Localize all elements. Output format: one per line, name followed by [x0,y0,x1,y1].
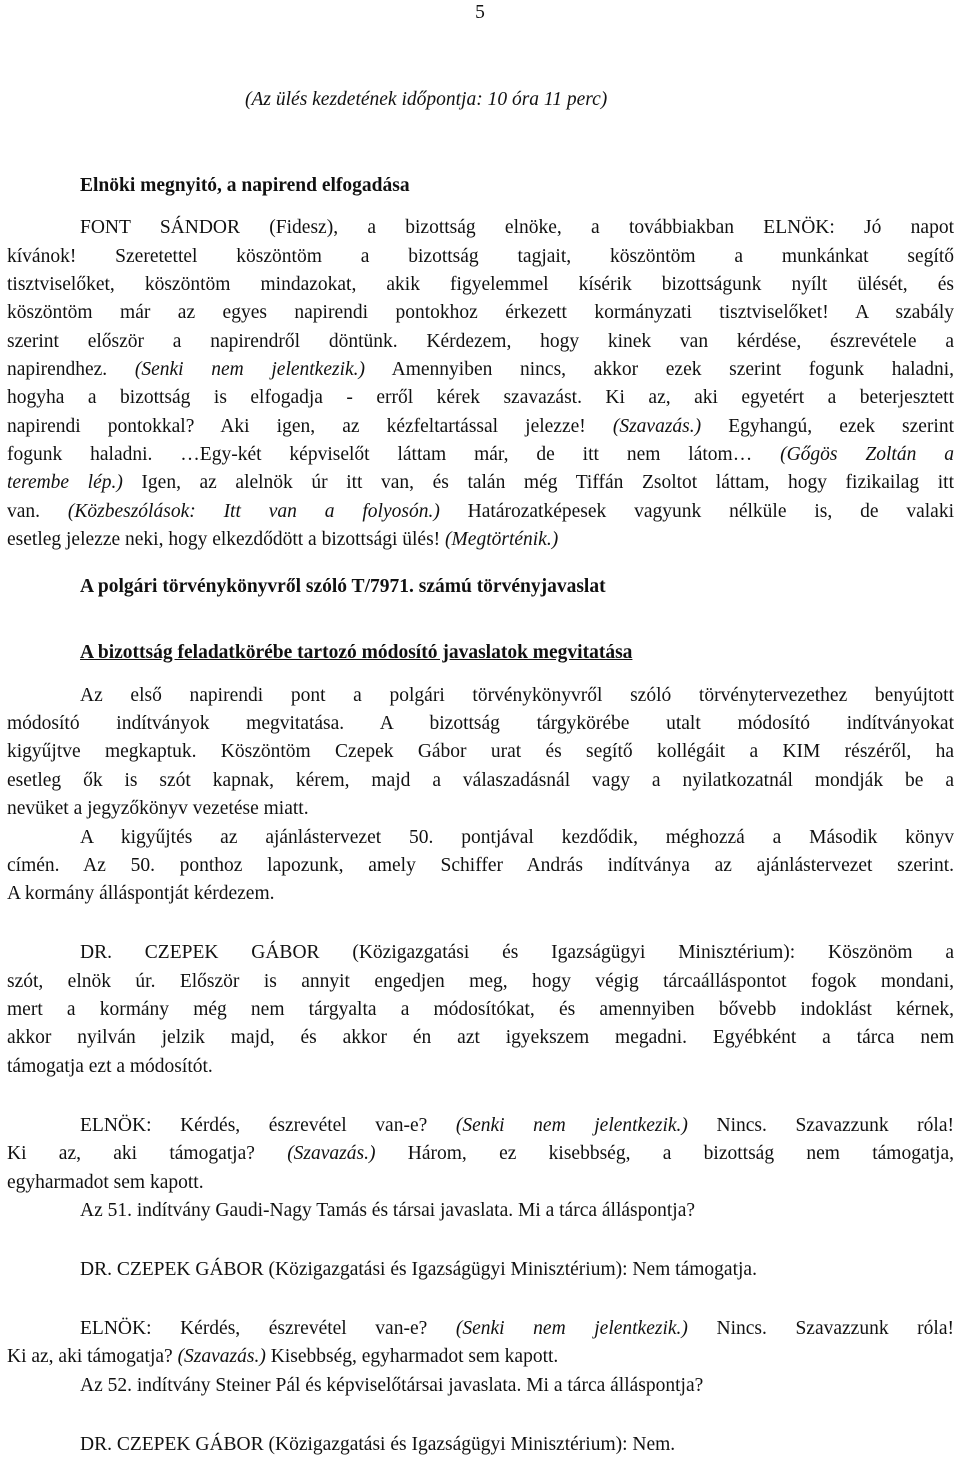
text-run: van. [7,501,68,522]
paragraph-line: egyharmadot sem kapott. [7,1172,204,1193]
paragraph-line: DR. CZEPEK GÁBOR (Közigazgatási és Igazságügyi Minisztérium): Nem támogatja. [80,1259,757,1280]
paragraph-line: módosító indítványok megvitatása. A bizottság tárgykörébe utalt módosító indítványokat [7,713,954,734]
paragraph-line [7,527,954,553]
paragraph-line [7,499,954,525]
text-run: Amennyiben nincs, akkor ezek szerint fogunk haladni, [365,359,954,380]
paragraph-line [80,1113,954,1139]
stage-direction: terembe lép.) [7,472,123,493]
paragraph-line [7,1344,954,1370]
stage-direction: (Megtörténik.) [445,529,559,550]
paragraph-line: köszöntöm már az egyes napirendi pontokhoz érkezett kormányzati tisztviselőket! A szabály [7,302,954,323]
session-start-note: (Az ülés kezdetének időpontja: 10 óra 11 perc) [245,89,608,110]
text-run: napirendhez. [7,359,135,380]
text-run: Kisebbség, egyharmadot sem kapott. [265,1346,559,1367]
paragraph-line: Az 52. indítvány Steiner Pál és képviselőtársai javaslata. Mi a tárca álláspontja? [80,1375,704,1396]
stage-direction: (Szavazás.) [177,1346,266,1367]
paragraph-line: akkor nyilván jelzik majd, és akkor én azt igyekszem megadni. Egyébként a tárca nem [7,1027,954,1048]
paragraph-line [80,1316,954,1342]
paragraph-line: A kigyűjtés az ajánlástervezet 50. pontjával kezdődik, méghozzá a Második könyv [80,827,954,848]
stage-direction: (Senki nem jelentkezik.) [134,359,366,380]
paragraph-line: címén. Az 50. ponthoz lapozunk, amely Schiffer András indítványa az ajánlástervezet szerint. [7,855,954,876]
heading-opening: Elnöki megnyitó, a napirend elfogadása [80,175,410,196]
heading-bill: A polgári törvénykönyvről szóló T/7971. számú törvényjavaslat [80,576,606,597]
paragraph-line: A kormány álláspontját kérdezem. [7,883,275,904]
paragraph-line: kívánok! Szeretettel köszöntöm a bizottság tagjait, köszöntöm a munkánkat segítő [7,246,954,267]
text-run: fogunk haladni. …Egy-két képviselőt láttam már, de itt nem látom… [7,444,781,465]
text-run: esetleg jelezze neki, hogy elkezdődött a bizottsági ülés! [7,529,446,550]
paragraph-line: kigyűjtve megkaptuk. Köszöntöm Czepek Gábor urat és segítő kollégáit a KIM részéről, ha [7,741,954,762]
text-run: Nincs. Szavazzunk róla! [687,1318,954,1339]
paragraph-line: esetleg ők is szót kapnak, kérem, majd a válaszadásnál vagy a nyilatkozatnál mondják be a [7,770,954,791]
text-run: Határozatképesek vagyunk nélküle is, de valaki [439,501,954,522]
text-run: napirendi pontokkal? Aki igen, az kézfeltartással jelezze! [7,416,613,437]
paragraph-line: támogatja ezt a módosítót. [7,1056,213,1077]
paragraph-line: hogyha a bizottság is elfogadja - erről kérek szavazást. Ki az, aki egyetért a beterjesztett [7,387,954,408]
paragraph-line: szerint először a napirendről döntünk. Kérdezem, hogy kinek van kérdése, észrevétele a [7,331,954,352]
paragraph-line [7,357,954,383]
paragraph-line [7,470,954,496]
text-run: Ki az, aki támogatja? [7,1143,288,1164]
stage-direction: (Senki nem jelentkezik.) [455,1115,688,1136]
paragraph-line: szót, elnök úr. Először is annyit engedjen meg, hogy végig tárcaálláspontot fogok mondani, [7,971,954,992]
paragraph-line: mert a kormány még nem tárgyalta a módosítókat, és amennyiben bővebb indoklást kérnek, [7,999,954,1020]
text-run: Nincs. Szavazzunk róla! [687,1115,954,1136]
text-run: Egyhangú, ezek szerint [701,416,954,437]
stage-direction: (Közbeszólások: Itt van a folyosón.) [67,501,440,522]
paragraph-line [7,414,954,440]
text-run: Három, ez kisebbség, a bizottság nem támogatja, [375,1143,954,1164]
text-run: ELNÖK: Kérdés, észrevétel van-e? [80,1318,456,1339]
paragraph-line: tisztviselőket, köszöntöm mindazokat, akik figyelemmel kísérik bizottságunk nyílt ülését, és [7,274,954,295]
page-number: 5 [475,2,485,23]
paragraph-line [7,442,954,468]
text-run: Ki az, aki támogatja? [7,1346,178,1367]
paragraph-line: DR. CZEPEK GÁBOR (Közigazgatási és Igazságügyi Minisztérium): Nem. [80,1434,676,1455]
paragraph-line: Az első napirendi pont a polgári törvénykönyvről szóló törvénytervezethez benyújtott [80,685,954,706]
paragraph-line: nevüket a jegyzőkönyv vezetése miatt. [7,798,309,819]
stage-direction: (Senki nem jelentkezik.) [455,1318,688,1339]
paragraph-line [7,1141,954,1167]
stage-direction: (Szavazás.) [612,416,702,437]
stage-direction: (Szavazás.) [287,1143,376,1164]
heading-agenda-item: A bizottság feladatkörébe tartozó módosító javaslatok megvitatása [80,642,633,663]
text-run: Igen, az alelnök úr itt van, és talán még Tiffán Zsoltot láttam, hogy fizikailag itt [122,472,954,493]
stage-direction: (Gőgös Zoltán a [780,444,954,465]
paragraph-line: FONT SÁNDOR (Fidesz), a bizottság elnöke, a továbbiakban ELNÖK: Jó napot [80,217,954,238]
text-run: ELNÖK: Kérdés, észrevétel van-e? [80,1115,456,1136]
paragraph-line: DR. CZEPEK GÁBOR (Közigazgatási és Igazságügyi Minisztérium): Köszönöm a [80,942,954,963]
paragraph-line: Az 51. indítvány Gaudi-Nagy Tamás és társai javaslata. Mi a tárca álláspontja? [80,1200,696,1221]
